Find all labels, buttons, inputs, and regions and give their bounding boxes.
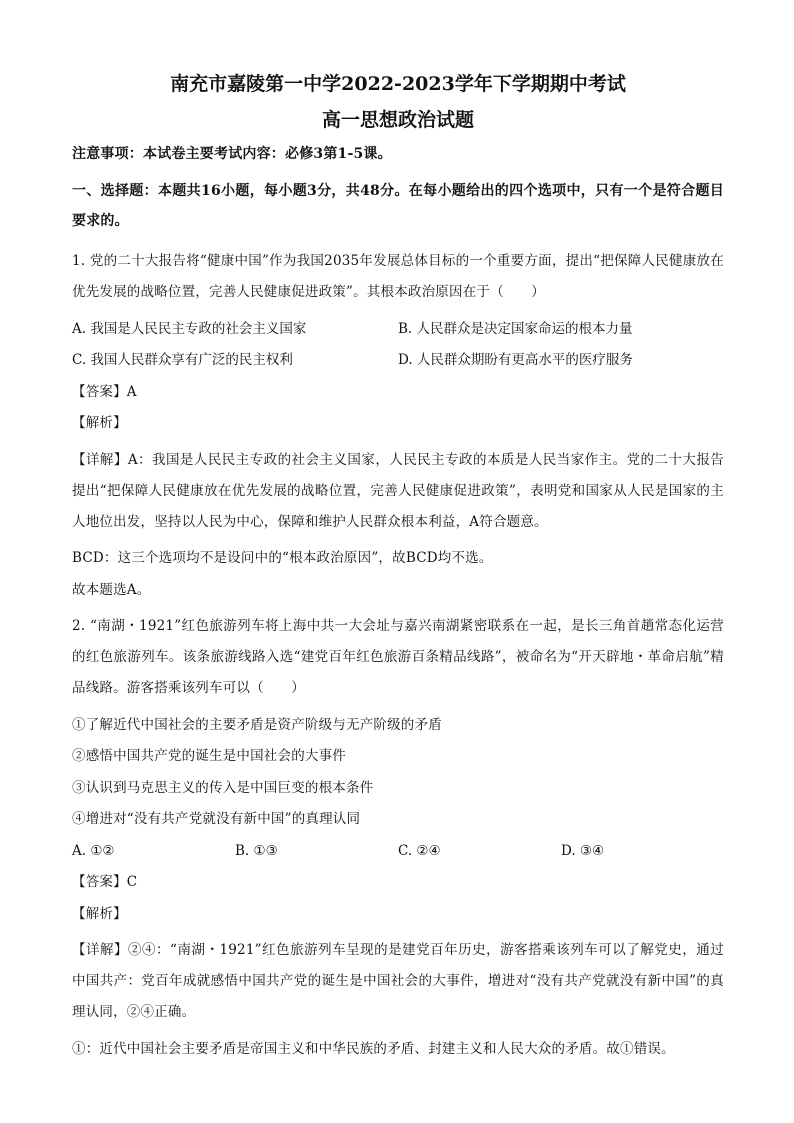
question-2-detail: 【详解】②④：“南湖・1921”红色旅游列车呈现的是建党百年历史，游客搭乘该列车可以了解党史，通过中国共产：党百年成就感悟中国共产党的诞生是中国社会的大事件，增进对“没有共产党就没有新中国”的真理认同，②④正确。 xyxy=(72,942,724,1020)
question-2-item-1: ①了解近代中国社会的主要矛盾是资产阶级与无产阶级的矛盾 xyxy=(72,716,442,733)
question-1-option-b: B. 人民群众是决定国家命运的根本力量 xyxy=(398,320,633,337)
question-2-item-4: ④增进对“没有共产党就没有新中国”的真理认同 xyxy=(72,811,361,827)
question-2-item-2: ②感悟中国共产党的诞生是中国社会的大事件 xyxy=(72,748,346,764)
question-1-option-d: D. 人民群众期盼有更高水平的医疗服务 xyxy=(398,352,633,368)
page-title: 南充市嘉陵第一中学2022-2023学年下学期期中考试 xyxy=(170,73,626,95)
question-1-options-row-1 xyxy=(72,319,724,340)
question-1-conclusion: 故本题选A。 xyxy=(72,581,151,598)
question-1-options-row-2 xyxy=(72,350,724,371)
question-1-detail: 【详解】A：我国是人民民主专政的社会主义国家，人民民主专政的本质是人民当家作主。党的二十大报告提出“把保障人民健康放在优先发展的战略位置，完善人民健康促进政策”，表明党和国家从人民是国家的主人地位出发，坚持以人民为中心，保障和维护人民群众根本利益，A符合题意。 xyxy=(72,451,724,530)
section-heading: 一、选择题：本题共16小题，每小题3分，共48分。在每小题给出的四个选项中，只有一个是符合题目要求的。 xyxy=(72,182,724,229)
question-2-option-b: B. ①③ xyxy=(235,842,278,859)
question-1-answer: 【答案】A xyxy=(72,383,137,400)
exam-page xyxy=(72,70,724,1060)
notice: 注意事项：本试卷主要考试内容：必修3第1-5课。 xyxy=(72,146,392,162)
question-2-option-d: D. ③④ xyxy=(561,842,605,859)
page-subtitle: 高一思想政治试题 xyxy=(321,109,474,131)
question-1-analysis-label: 【解析】 xyxy=(72,415,127,431)
question-2-item-1-note: ①：近代中国社会主要矛盾是帝国主义和中华民族的矛盾、封建主义和人民大众的矛盾。故①错误。 xyxy=(72,1040,675,1057)
question-2-item-3: ③认识到马克思主义的传入是中国巨变的根本条件 xyxy=(72,779,374,796)
question-2-option-a: A. ①② xyxy=(72,842,115,859)
question-1-option-a: A. 我国是人民民主专政的社会主义国家 xyxy=(72,320,307,337)
question-2-option-c: C. ②④ xyxy=(398,842,441,859)
question-1-option-c: C. 我国人民群众享有广泛的民主权利 xyxy=(72,352,293,368)
question-2-options xyxy=(72,841,724,862)
question-1-stem: 1. 党的二十大报告将“健康中国”作为我国2035年发展总体目标的一个重要方面，提出“把保障人民健康放在优先发展的战略位置，完善人民健康促进政策”。其根本政治原因在于（ ） xyxy=(72,253,724,300)
question-2-stem: 2. “南湖・1921”红色旅游列车将上海中共一大会址与嘉兴南湖紧密联系在一起，是长三角首趟常态化运营的红色旅游列车。该条旅游线路入选“建党百年红色旅游百条精品线路”，被命名为“开天辟地・革命启航”精品线路。游客搭乘该列车可以（ ） xyxy=(72,618,724,696)
question-2-answer: 【答案】C xyxy=(72,874,138,890)
question-2-analysis-label: 【解析】 xyxy=(72,905,127,922)
question-1-bcd-note: BCD：这三个选项均不是设问中的“根本政治原因”，故BCD均不选。 xyxy=(72,550,493,566)
